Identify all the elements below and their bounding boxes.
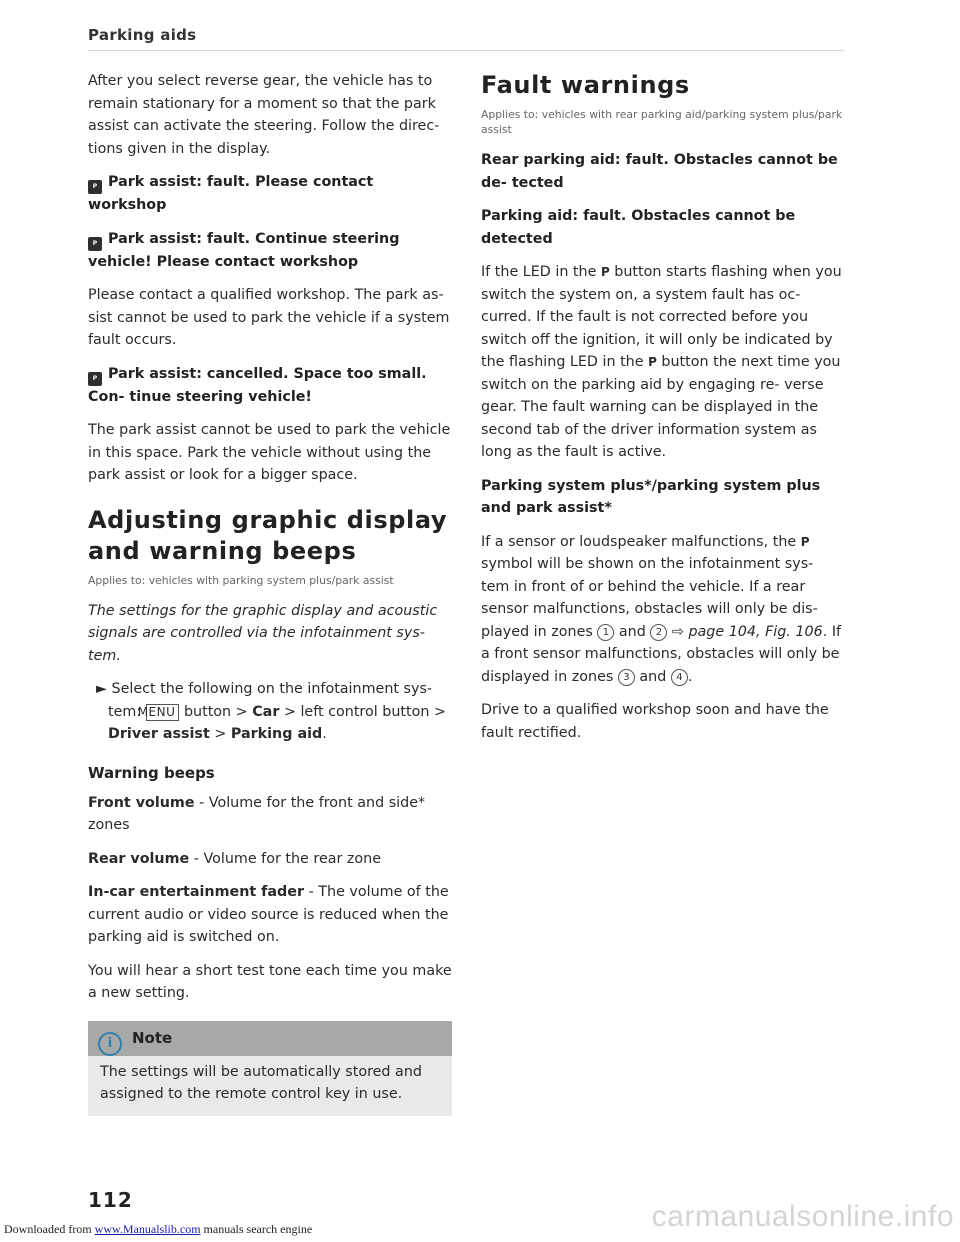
instruction-step: ► Select the following on the infotainment sys- tem: MENU button > Car > left control button > Driver assist > Parking aid.	[96, 681, 446, 742]
zone-number: 1	[597, 624, 614, 641]
note-header	[88, 1021, 452, 1056]
fault-heading: Parking aid: fault. Obstacles cannot be detected	[481, 208, 796, 247]
note-box	[88, 1021, 452, 1116]
manualslib-link[interactable]: www.Manualslib.com	[94, 1222, 201, 1236]
paragraph: If the LED in the P button starts flashing when you switch the system on, a system fault has oc- curred. If the fault is not corrected before you switch off the ignition, it will only be indicated by the flashing LED in the P button the next time you switch on the parking aid by engaging re- verse gear. The fault warning can be displayed in the second tab of the driver information system as long as the fault is active.	[481, 264, 842, 460]
warning-message: P Park assist: fault. Please contact workshop	[88, 174, 374, 213]
page-header: Parking aids	[88, 26, 844, 51]
menu-key: MENU	[146, 704, 180, 721]
paragraph: The park assist cannot be used to park the vehicle in this space. Park the vehicle without using the park assist or look for a bigger space.	[88, 422, 451, 483]
applies-to: Applies to: vehicles with parking system plus/park assist	[88, 573, 394, 587]
setting-item: Front volume - Volume for the front and side* zones	[88, 794, 426, 833]
paragraph: Please contact a qualified workshop. The park as- sist cannot be used to park the vehicle if a system fault occurs.	[88, 287, 450, 348]
section-title: Adjusting graphic display and warning beeps	[88, 505, 448, 565]
paragraph: Drive to a qualified workshop soon and have the fault rectified.	[481, 702, 829, 741]
parking-fault-icon: P	[800, 534, 810, 549]
park-assist-off-icon: P	[88, 372, 102, 386]
zone-number: 2	[650, 624, 667, 641]
note-title: Note	[132, 1028, 173, 1047]
setting-item: Rear volume - Volume for the rear zone	[88, 850, 382, 867]
note-text: The settings will be automatically stored and assigned to the remote control key in use.	[100, 1063, 422, 1102]
park-assist-off-icon: P	[88, 237, 102, 251]
paragraph: If a sensor or loudspeaker malfunctions, the P symbol will be shown on the infotainment sys- tem in front of or behind the vehicle. If a rear sensor malfunctions, obstacles will only be dis- played in zones 1 and 2 ⇨ page 104, Fig. 106. If a front sensor malfunctions, obstacles will only be displayed in zones 3 and 4 .	[481, 533, 842, 685]
warning-message: P Park assist: cancelled. Space too small. Con- tinue steering vehicle!	[88, 365, 427, 405]
zone-number: 3	[618, 669, 635, 686]
info-icon: i	[98, 1032, 122, 1056]
section-title: Fault warnings	[481, 71, 690, 99]
park-assist-off-icon: P	[88, 180, 102, 194]
setting-item: In-car entertainment fader - The volume of the current audio or video source is reduced when the parking aid is switched on.	[88, 884, 449, 945]
left-column	[88, 70, 452, 1116]
parking-aid-button-icon: P	[600, 265, 610, 279]
parking-aid-button-icon: P	[648, 355, 657, 369]
page-reference[interactable]: ⇨ page 104, Fig. 106	[671, 623, 823, 640]
page-number: 112	[88, 1188, 133, 1212]
step-bullet-icon: ►	[96, 681, 107, 697]
right-column	[481, 70, 845, 755]
watermark: carmanualsonline.info	[651, 1200, 954, 1233]
paragraph: After you select reverse gear, the vehicle has to remain stationary for a moment so that the park assist can activate the steering. Follow the direc- tions given in the display.	[88, 73, 440, 157]
intro-text: The settings for the graphic display and acoustic signals are controlled via the infotainment sys- tem.	[88, 602, 438, 664]
fault-heading: Parking system plus*/parking system plus and park assist*	[481, 477, 821, 516]
applies-to: Applies to: vehicles with rear parking aid/parking system plus/park assist	[481, 108, 843, 136]
download-footer: Downloaded from www.Manualslib.com manuals search engine	[4, 1222, 313, 1236]
zone-number: 4	[671, 669, 688, 686]
fault-heading: Rear parking aid: fault. Obstacles cannot be de- tected	[481, 152, 838, 191]
paragraph: You will hear a short test tone each time you make a new setting.	[88, 962, 452, 1001]
warning-message: P Park assist: fault. Continue steering vehicle! Please contact workshop	[88, 230, 400, 270]
subheading: Warning beeps	[88, 763, 215, 782]
